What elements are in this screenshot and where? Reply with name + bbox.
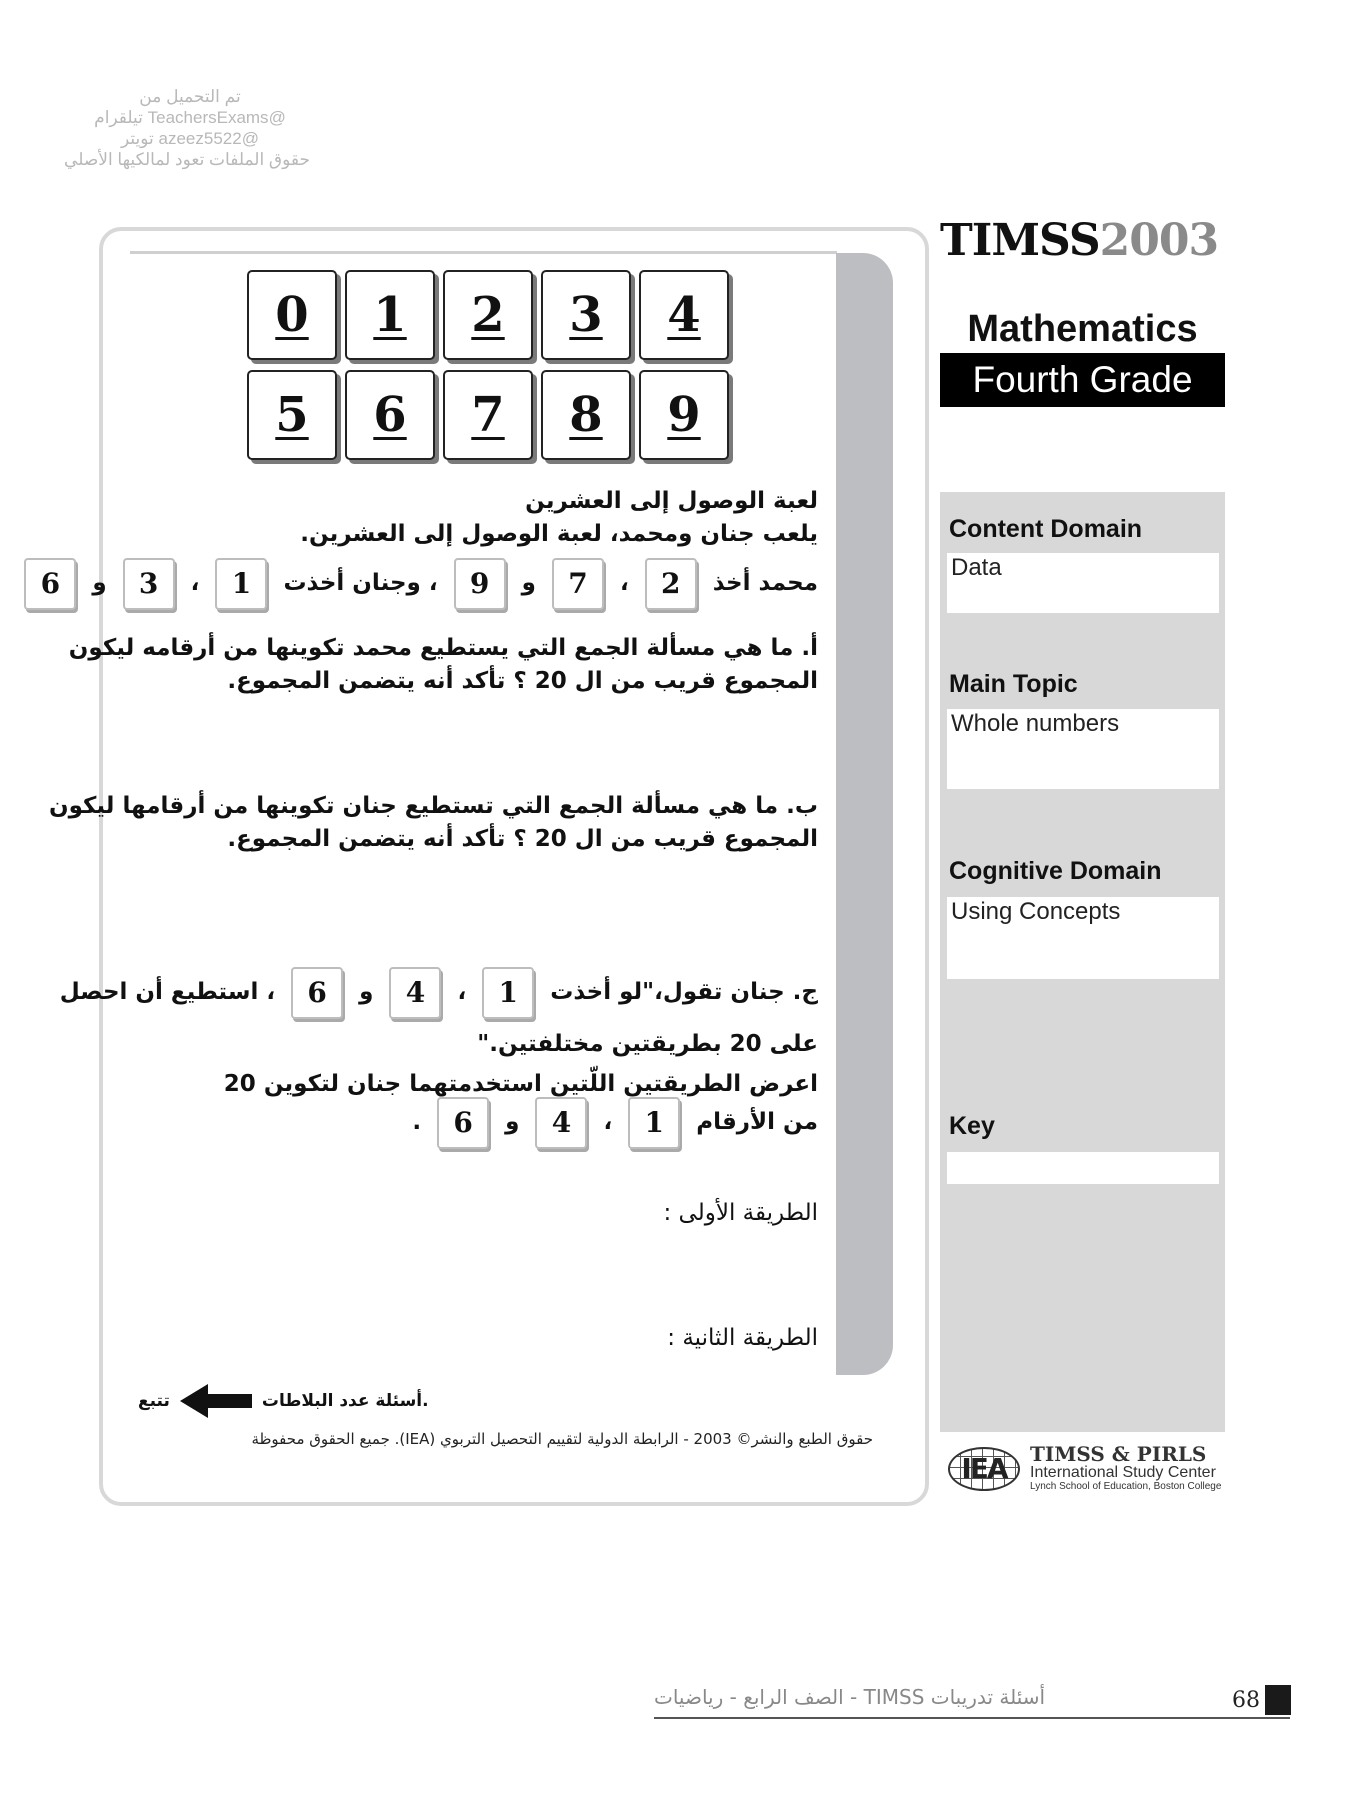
subject: Mathematics: [967, 308, 1198, 350]
arrow-left-icon: [180, 1384, 252, 1418]
watermark-line: تم التحميل من: [139, 87, 241, 106]
follow-label: تتبع: [138, 1391, 170, 1411]
part-b-line2: المجموع قريب من ال 20 ؟ تأكد أنه يتضمن المجموع.: [227, 826, 818, 852]
part-c-line4: [412, 1092, 818, 1152]
number-card: 6: [345, 370, 435, 460]
number-card: 1: [345, 270, 435, 360]
and-word: و: [92, 570, 107, 596]
number-card: 5: [247, 370, 337, 460]
comma: ،: [190, 570, 200, 596]
tile: 4: [535, 1097, 587, 1149]
part-c-line3: اعرض الطريقتين اللّتين استخدمتهما جنان لتكوين 20: [223, 1071, 818, 1097]
tile: 1: [215, 558, 267, 610]
question-intro: يلعب جنان ومحمد، لعبة الوصول إلى العشرين.: [300, 521, 818, 547]
main-topic-value: Whole numbers: [947, 709, 1219, 789]
number-card: 8: [541, 370, 631, 460]
tile: 2: [645, 558, 697, 610]
cognitive-domain-label: Cognitive Domain: [949, 857, 1162, 885]
divider: [130, 251, 837, 254]
comma: ،: [603, 1109, 613, 1135]
part-c-line2: على 20 بطريقتين مختلفتين.": [477, 1031, 818, 1057]
logo-line1: TIMSS & PIRLS: [1030, 1442, 1207, 1466]
part-c-line1: [60, 962, 818, 1022]
second-way-label: الطريقة الثانية :: [667, 1325, 818, 1351]
tile: 9: [454, 558, 506, 610]
number-card: 9: [639, 370, 729, 460]
watermark: [64, 86, 310, 170]
tile: 7: [552, 558, 604, 610]
first-way-label: الطريقة الأولى :: [663, 1200, 818, 1226]
and-word: و: [521, 570, 536, 596]
number-card: 2: [443, 270, 533, 360]
cards-line: [16, 553, 818, 613]
copyright: حقوق الطبع والنشر© 2003 - الرابطة الدولية لتقييم التحصيل التربوي (IEA). جميع الحقوق محفوظة: [251, 1430, 873, 1448]
content-domain-value: Data: [947, 553, 1219, 613]
logo-line2: International Study Center: [1030, 1464, 1216, 1481]
part-a-line1: أ. ما هي مسألة الجمع التي يستطيع محمد تكوينها من أرقامه ليكون: [68, 635, 818, 661]
content-domain-label: Content Domain: [949, 515, 1143, 543]
key-value: [947, 1152, 1219, 1184]
metadata-panel: [940, 492, 1225, 1432]
part-c-line4-prefix: من الأرقام: [696, 1109, 818, 1135]
isc-logo: [948, 1444, 1221, 1493]
continue-note: [138, 1384, 429, 1418]
tile: 6: [437, 1097, 489, 1149]
number-card: 0: [247, 270, 337, 360]
tile: 4: [389, 967, 441, 1019]
iea-globe-icon: IEA: [948, 1447, 1020, 1491]
page-number: 68: [1232, 1688, 1260, 1713]
part-c-suffix: ، استطيع أن احصل: [59, 979, 276, 1005]
watermark-line: حقوق الملفات تعود لمالكيها الأصلي: [64, 150, 310, 169]
key-label: Key: [949, 1112, 995, 1140]
and-word: و: [359, 979, 374, 1005]
question-title: لعبة الوصول إلى العشرين: [525, 488, 818, 514]
footer-divider: [654, 1717, 1290, 1719]
watermark-line: @azeez5522 تويتر: [121, 129, 259, 148]
sidebar-header: [940, 215, 1225, 407]
logo-line3: Lynch School of Education, Boston College: [1030, 1481, 1222, 1492]
number-card: 4: [639, 270, 729, 360]
comma: ،: [457, 979, 467, 1005]
watermark-line: @TeachersExams تيلقرام: [94, 108, 286, 127]
timss-logo: [940, 215, 1225, 266]
number-card-grid: [247, 270, 729, 460]
comma: ،: [619, 570, 629, 596]
year: 2003: [1099, 215, 1219, 266]
and-word: و: [505, 1109, 520, 1135]
number-card: 7: [443, 370, 533, 460]
continue-note-text: أسئلة عدد البلاطات.: [261, 1391, 429, 1411]
tile: 1: [482, 967, 534, 1019]
main-topic-label: Main Topic: [949, 670, 1078, 698]
grade: Fourth Grade: [940, 353, 1225, 407]
part-b-line1: ب. ما هي مسألة الجمع التي تستطيع جنان تكوينها من أرقامها ليكون: [48, 793, 818, 819]
brand: TIMSS: [940, 215, 1100, 266]
tile: 6: [291, 967, 343, 1019]
cognitive-domain-value: Using Concepts: [947, 897, 1219, 979]
period: .: [412, 1109, 422, 1135]
number-card: 3: [541, 270, 631, 360]
tile: 3: [123, 558, 175, 610]
page-marker: [1265, 1685, 1291, 1715]
footer-title: أسئلة تدريبات TIMSS - الصف الرابع - رياضيات: [654, 1685, 1046, 1709]
jinan-label: ، وجنان أخذت: [283, 570, 438, 596]
tile: 6: [24, 558, 76, 610]
part-c-prefix: ج. جنان تقول،"لو أخذت: [550, 979, 818, 1005]
tile: 1: [628, 1097, 680, 1149]
margin-bar: [836, 253, 893, 1375]
mohammed-label: محمد أخذ: [712, 570, 818, 596]
part-a-line2: المجموع قريب من ال 20 ؟ تأكد أنه يتضمن المجموع.: [227, 668, 818, 694]
